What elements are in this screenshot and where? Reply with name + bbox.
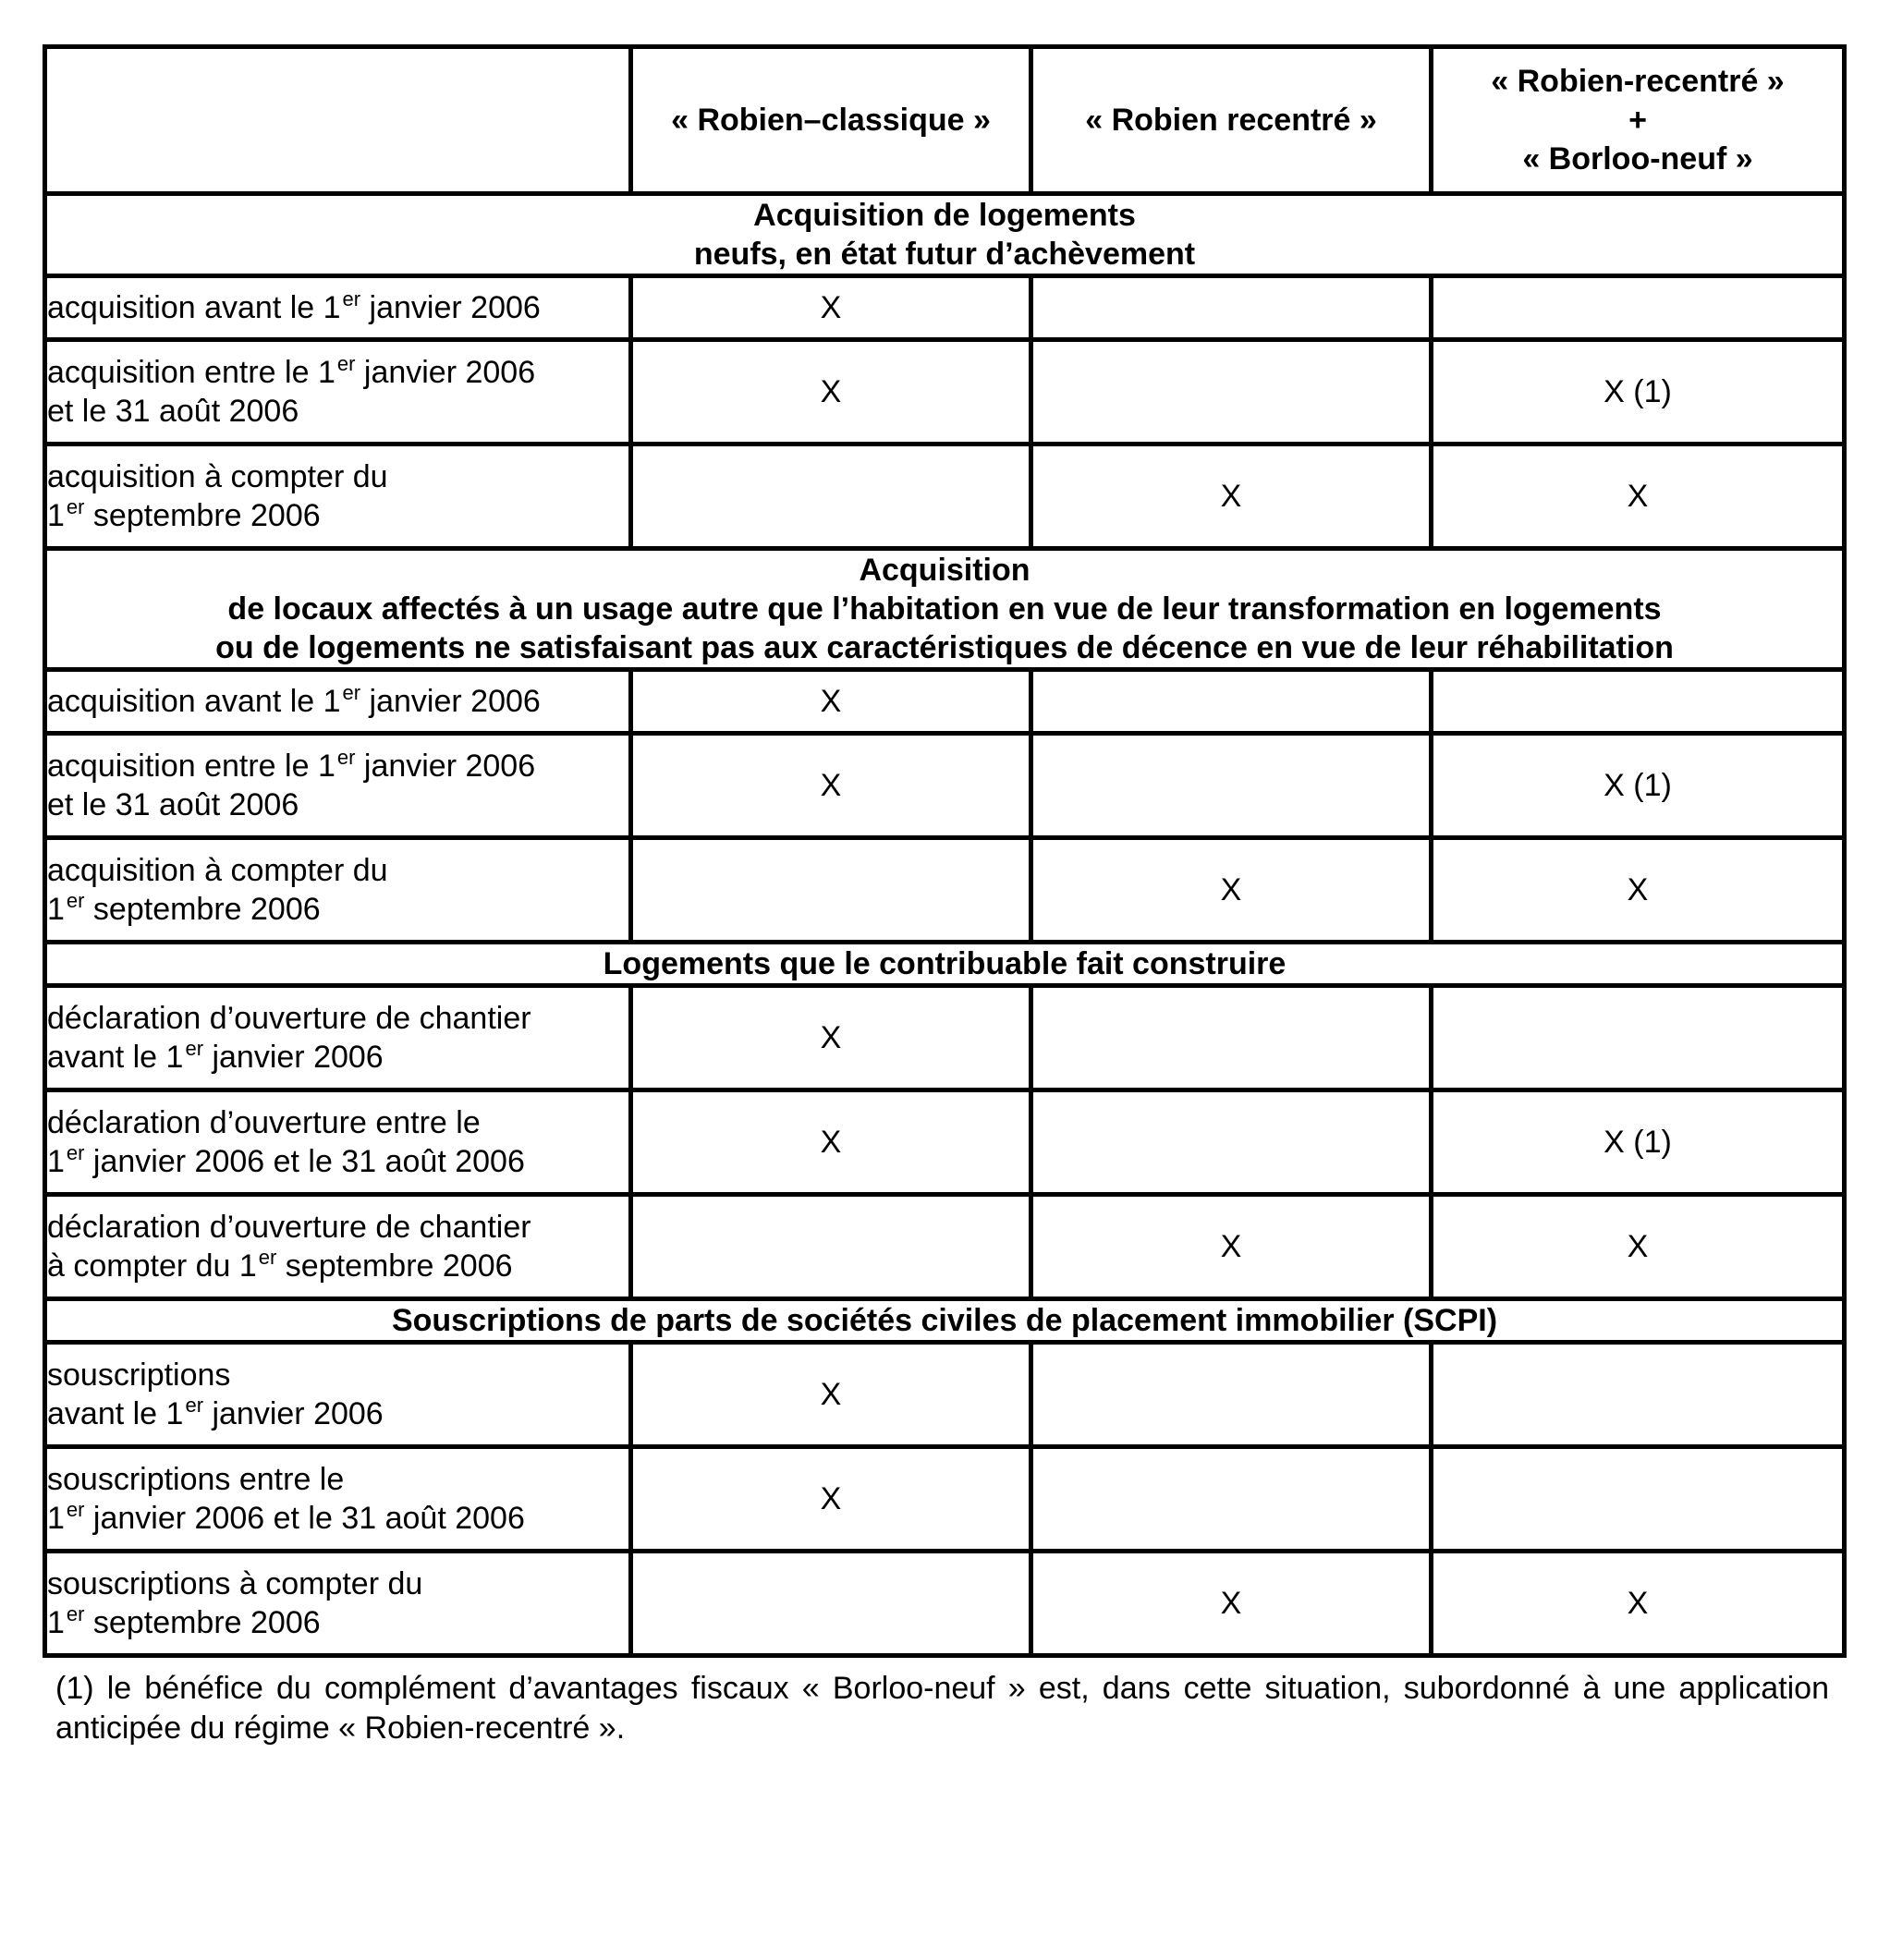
ordinal-superscript: er xyxy=(258,1246,277,1269)
mark-robien-recentre-borloo-neuf xyxy=(1432,1343,1845,1447)
column-header-robien-recentre-borloo-neuf xyxy=(1432,47,1845,194)
mark-robien-classique: X xyxy=(631,670,1031,734)
ordinal-superscript: er xyxy=(185,1037,204,1060)
row-label-text: souscriptions à compter du xyxy=(47,1566,423,1601)
mark-robien-recentre xyxy=(1031,734,1432,838)
row-label xyxy=(45,1447,631,1552)
mark-robien-recentre-borloo-neuf: X xyxy=(1432,1552,1845,1656)
row-label-text: acquisition à compter du xyxy=(47,853,388,888)
row-label-text: janvier 2006 et le 31 août 2006 xyxy=(84,1144,525,1179)
row-label xyxy=(45,670,631,734)
table-row xyxy=(45,1343,1845,1447)
mark-robien-classique: X xyxy=(631,1090,1031,1195)
table-row xyxy=(45,734,1845,838)
table-body xyxy=(45,194,1845,1656)
row-label xyxy=(45,1552,631,1656)
row-label-text: janvier 2006 xyxy=(355,749,536,784)
row-label-text: janvier 2006 xyxy=(360,290,541,325)
column-header-robien-recentre xyxy=(1031,47,1432,194)
row-label-text: septembre 2006 xyxy=(84,892,321,927)
row-label xyxy=(45,1090,631,1195)
ordinal-superscript: er xyxy=(336,746,356,769)
row-label-text: déclaration d’ouverture de chantier xyxy=(47,1001,531,1036)
table-row xyxy=(45,838,1845,943)
row-label xyxy=(45,838,631,943)
mark-robien-classique: X xyxy=(631,1447,1031,1552)
section-title xyxy=(45,194,1845,276)
mark-robien-recentre xyxy=(1031,1090,1432,1195)
mark-robien-recentre: X xyxy=(1031,1195,1432,1299)
section-title-line: Souscriptions de parts de sociétés civiles de placement immobilier (SCPI) xyxy=(391,1303,1498,1338)
row-label-text: janvier 2006 xyxy=(355,355,536,390)
row-label-text: janvier 2006 xyxy=(203,1040,384,1075)
mark-robien-classique: X xyxy=(631,276,1031,340)
regime-table xyxy=(43,44,1847,1658)
row-label-text: 1 xyxy=(47,1605,65,1640)
mark-robien-recentre-borloo-neuf: X (1) xyxy=(1432,340,1845,444)
row-label-text: déclaration d’ouverture entre le xyxy=(47,1105,481,1140)
section-title-line: Acquisition de logements xyxy=(753,198,1136,233)
section-title xyxy=(45,943,1845,986)
row-label xyxy=(45,1195,631,1299)
ordinal-superscript: er xyxy=(342,681,361,704)
row-label-text: acquisition à compter du xyxy=(47,459,388,494)
row-label-text: 1 xyxy=(47,892,65,927)
ordinal-superscript: er xyxy=(185,1394,204,1417)
table-row xyxy=(45,986,1845,1090)
header-row xyxy=(45,47,1845,194)
row-label-text: septembre 2006 xyxy=(84,1605,321,1640)
mark-robien-classique xyxy=(631,1552,1031,1656)
mark-robien-recentre-borloo-neuf: X (1) xyxy=(1432,734,1845,838)
mark-robien-recentre xyxy=(1031,1343,1432,1447)
mark-robien-recentre xyxy=(1031,340,1432,444)
section-title xyxy=(45,549,1845,670)
mark-robien-classique: X xyxy=(631,1343,1031,1447)
mark-robien-classique: X xyxy=(631,986,1031,1090)
row-label-text: déclaration d’ouverture de chantier xyxy=(47,1210,531,1245)
mark-robien-recentre xyxy=(1031,1447,1432,1552)
row-label-text: acquisition entre le 1 xyxy=(47,355,335,390)
section-title xyxy=(45,1299,1845,1343)
row-label-text: souscriptions entre le xyxy=(47,1462,345,1497)
section-header-row xyxy=(45,943,1845,986)
mark-robien-recentre-borloo-neuf: X xyxy=(1432,1195,1845,1299)
row-label-text: avant le 1 xyxy=(47,1040,184,1075)
mark-robien-recentre xyxy=(1031,986,1432,1090)
mark-robien-classique xyxy=(631,838,1031,943)
row-label-text: 1 xyxy=(47,498,65,533)
section-title-line: Acquisition xyxy=(859,553,1030,588)
column-header-line: + xyxy=(1628,103,1647,138)
row-label-text: et le 31 août 2006 xyxy=(47,787,299,822)
section-title-line: neufs, en état futur d’achèvement xyxy=(693,237,1196,272)
mark-robien-classique xyxy=(631,1195,1031,1299)
row-label-text: janvier 2006 xyxy=(360,684,541,719)
mark-robien-classique: X xyxy=(631,734,1031,838)
mark-robien-recentre xyxy=(1031,670,1432,734)
ordinal-superscript: er xyxy=(66,1602,85,1625)
row-label-text: janvier 2006 xyxy=(203,1396,384,1431)
row-label xyxy=(45,444,631,549)
row-label xyxy=(45,734,631,838)
mark-robien-recentre xyxy=(1031,276,1432,340)
mark-robien-classique xyxy=(631,444,1031,549)
mark-robien-recentre-borloo-neuf: X xyxy=(1432,444,1845,549)
ordinal-superscript: er xyxy=(66,495,85,518)
column-header-line: « Robien–classique » xyxy=(671,103,991,138)
ordinal-superscript: er xyxy=(342,287,361,310)
table-row xyxy=(45,1552,1845,1656)
row-label xyxy=(45,1343,631,1447)
column-header-line: « Robien recentré » xyxy=(1085,103,1377,138)
row-label-text: janvier 2006 et le 31 août 2006 xyxy=(84,1501,525,1536)
row-label xyxy=(45,340,631,444)
mark-robien-recentre-borloo-neuf xyxy=(1432,276,1845,340)
mark-robien-recentre-borloo-neuf xyxy=(1432,1447,1845,1552)
mark-robien-recentre-borloo-neuf: X xyxy=(1432,838,1845,943)
row-label xyxy=(45,276,631,340)
section-header-row xyxy=(45,194,1845,276)
ordinal-superscript: er xyxy=(66,889,85,912)
mark-robien-recentre: X xyxy=(1031,838,1432,943)
mark-robien-classique: X xyxy=(631,340,1031,444)
table-row xyxy=(45,1447,1845,1552)
header-blank-cell xyxy=(45,47,631,194)
section-title-line: ou de logements ne satisfaisant pas aux caractéristiques de décence en vue de leur réhabilitation xyxy=(215,630,1674,665)
mark-robien-recentre-borloo-neuf: X (1) xyxy=(1432,1090,1845,1195)
section-title-line: Logements que le contribuable fait construire xyxy=(603,946,1287,981)
table-row xyxy=(45,340,1845,444)
mark-robien-recentre: X xyxy=(1031,444,1432,549)
row-label-text: et le 31 août 2006 xyxy=(47,394,299,429)
row-label-text: souscriptions xyxy=(47,1357,231,1393)
column-header-line: « Borloo-neuf » xyxy=(1522,141,1753,177)
table-row xyxy=(45,1195,1845,1299)
row-label-text: septembre 2006 xyxy=(276,1248,513,1284)
row-label-text: acquisition avant le 1 xyxy=(47,684,341,719)
row-label-text: septembre 2006 xyxy=(84,498,321,533)
row-label-text: avant le 1 xyxy=(47,1396,184,1431)
section-header-row xyxy=(45,549,1845,670)
table-row xyxy=(45,276,1845,340)
row-label-text: acquisition avant le 1 xyxy=(47,290,341,325)
mark-robien-recentre-borloo-neuf xyxy=(1432,986,1845,1090)
ordinal-superscript: er xyxy=(66,1498,85,1521)
row-label xyxy=(45,986,631,1090)
ordinal-superscript: er xyxy=(336,352,356,375)
row-label-text: à compter du 1 xyxy=(47,1248,257,1284)
footnote: (1) le bénéfice du complément d’avantages fiscaux « Borloo-neuf » est, dans cette situation, subordonné à une application anticipée du régime « Robien-recentré ». xyxy=(55,1671,1829,1746)
row-label-text: acquisition entre le 1 xyxy=(47,749,335,784)
column-header-robien-classique xyxy=(631,47,1031,194)
ordinal-superscript: er xyxy=(66,1141,85,1164)
table-row xyxy=(45,670,1845,734)
row-label-text: 1 xyxy=(47,1501,65,1536)
row-label-text: 1 xyxy=(47,1144,65,1179)
mark-robien-recentre-borloo-neuf xyxy=(1432,670,1845,734)
document-page xyxy=(43,44,1842,1748)
table-row xyxy=(45,1090,1845,1195)
section-title-line: de locaux affectés à un usage autre que l’habitation en vue de leur transformation en logements xyxy=(227,591,1662,627)
section-header-row xyxy=(45,1299,1845,1343)
table-row xyxy=(45,444,1845,549)
column-header-line: « Robien-recentré » xyxy=(1491,64,1785,99)
mark-robien-recentre: X xyxy=(1031,1552,1432,1656)
